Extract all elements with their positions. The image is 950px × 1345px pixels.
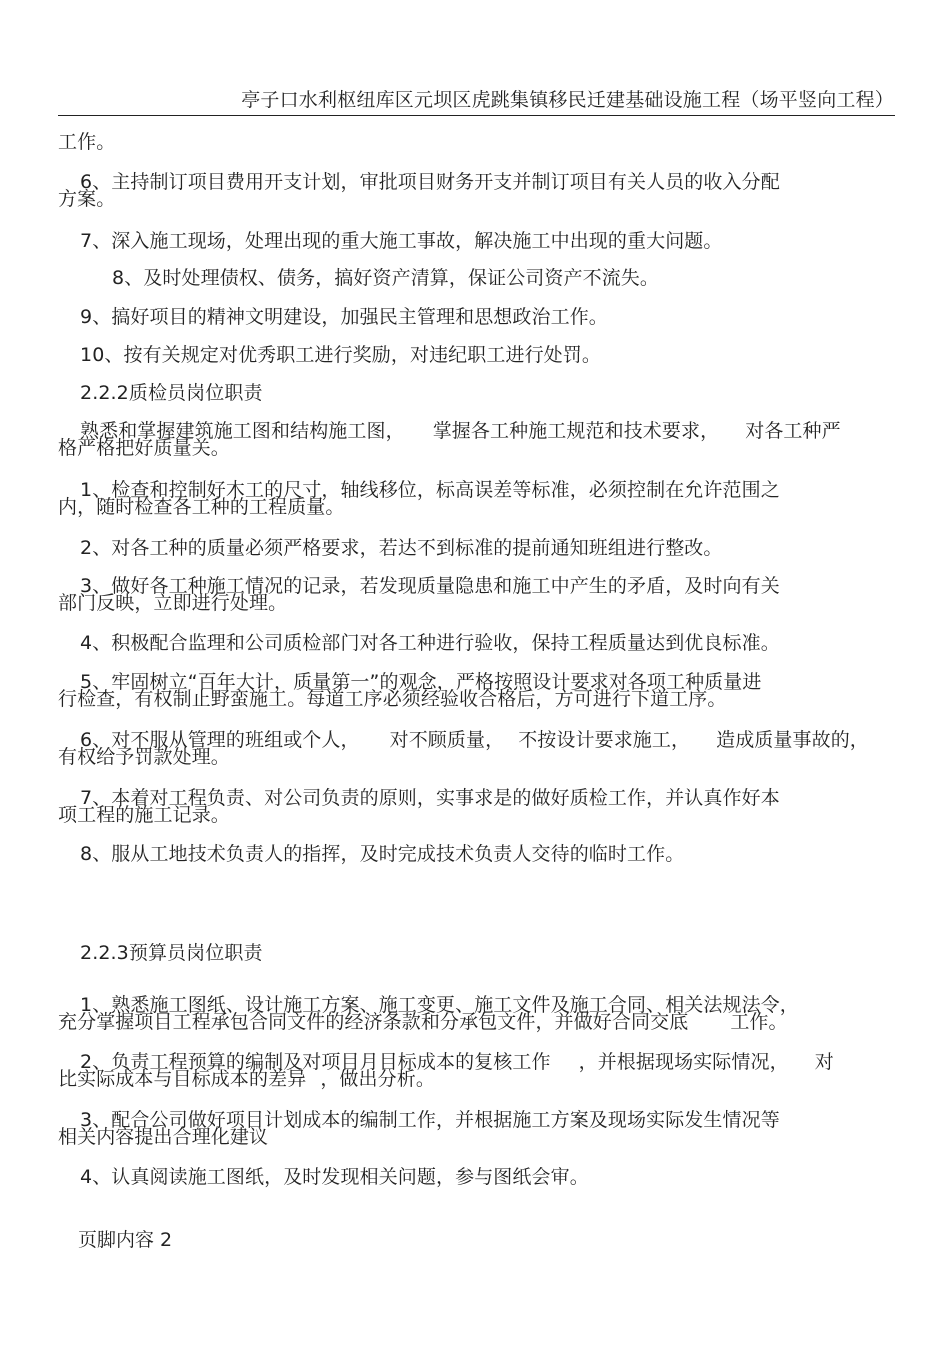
qc-intro-part3: 对各工种严 <box>745 420 841 442</box>
qc-item-4: 4、积极配合监理和公司质检部门对各工种进行验收，保持工程质量达到优良标准。 <box>80 632 780 654</box>
budget-item-3-line1: 3、配合公司做好项目计划成本的编制工作，并根据施工方案及现场实际发生情况等 <box>80 1109 780 1131</box>
page-footer: 页脚内容 2 <box>78 1229 173 1251</box>
manager-item-6-line1: 6、主持制订项目费用开支计划，审批项目财务开支并制订项目有关人员的收入分配 <box>80 171 780 193</box>
header-rule <box>58 115 895 116</box>
budget-item-1-line2a: 充分掌握项目工程承包合同文件的经济条款和分承包文件，并做好合同交底 <box>58 1011 689 1033</box>
budget-item-3-line2: 相关内容提出合理化建议 <box>58 1126 269 1148</box>
qc-item-7-line1: 7、本着对工程负责、对公司负责的原则，实事求是的做好质检工作，并认真作好本 <box>80 787 780 809</box>
manager-item-6-line2: 方案。 <box>58 188 116 210</box>
budget-item-1-line2b: 工作。 <box>730 1011 788 1033</box>
budget-item-1-line2 <box>58 1011 788 1033</box>
budget-item-2-line2a: 比实际成本与目标成本的差异 <box>58 1068 307 1090</box>
qc-item-6-line2: 有权给予罚款处理。 <box>58 746 230 768</box>
qc-item-5-line1: 5、牢固树立“百年大计，质量第一”的观念，严格按照设计要求对各项工种质量进 <box>80 671 762 693</box>
qc-section-heading: 2.2.2质检员岗位职责 <box>80 382 263 404</box>
qc-item-7-line2: 项工程的施工记录。 <box>58 804 230 826</box>
budget-item-2-part3: 对 <box>814 1051 834 1073</box>
qc-item-6-part4: 造成质量事故的， <box>716 729 869 751</box>
manager-item-10: 10、按有关规定对优秀职工进行奖励，对违纪职工进行处罚。 <box>80 344 601 366</box>
qc-item-2: 2、对各工种的质量必须严格要求，若达不到标准的提前通知班组进行整改。 <box>80 537 723 559</box>
qc-item-1-line1: 1、检查和控制好木工的尺寸，轴线移位，标高误差等标准，必须控制在允许范围之 <box>80 479 780 501</box>
qc-intro-part2: 掌握各工种施工规范和技术要求， <box>432 420 720 442</box>
manager-item-8: 8、及时处理债权、债务，搞好资产清算，保证公司资产不流失。 <box>112 267 659 289</box>
continuation-text: 工作。 <box>58 131 116 153</box>
qc-intro-line2: 格严格把好质量关。 <box>58 437 230 459</box>
qc-item-6-part1: 6、对不服从管理的班组或个人， <box>80 729 360 751</box>
qc-item-3-line2: 部门反映，立即进行处理。 <box>58 592 288 614</box>
manager-item-7: 7、深入施工现场，处理出现的重大施工事故，解决施工中出现的重大问题。 <box>80 230 723 252</box>
budget-section-heading: 2.2.3预算员岗位职责 <box>80 942 263 964</box>
budget-item-2-part2: ，并根据现场实际情况， <box>578 1051 789 1073</box>
page-header-title: 亭子口水利枢纽库区元坝区虎跳集镇移民迁建基础设施工程（场平竖向工程） <box>241 89 894 111</box>
qc-item-1-line2: 内，随时检查各工种的工程质量。 <box>58 496 345 518</box>
budget-item-4: 4、认真阅读施工图纸，及时发现相关问题，参与图纸会审。 <box>80 1166 589 1188</box>
manager-item-9: 9、搞好项目的精神文明建设，加强民主管理和思想政治工作。 <box>80 306 608 328</box>
qc-item-6-part2: 对不顾质量， <box>389 729 505 751</box>
qc-item-6-part3: 不按设计要求施工， <box>518 729 691 751</box>
budget-item-2-line2 <box>58 1068 435 1090</box>
qc-intro-part1: 熟悉和掌握建筑施工图和结构施工图， <box>80 420 405 442</box>
budget-item-2-part1: 2、负责工程预算的编制及对项目月目标成本的复核工作 <box>80 1051 551 1073</box>
budget-item-1-line1: 1、熟悉施工图纸、设计施工方案、施工变更、施工文件及施工合同、相关法规法令， <box>80 994 799 1016</box>
qc-item-5-line2: 行检查，有权制止野蛮施工。每道工序必须经验收合格后，方可进行下道工序。 <box>58 688 727 710</box>
qc-item-8: 8、服从工地技术负责人的指挥，及时完成技术负责人交待的临时工作。 <box>80 843 685 865</box>
qc-item-3-line1: 3、做好各工种施工情况的记录，若发现质量隐患和施工中产生的矛盾，及时向有关 <box>80 575 780 597</box>
budget-item-2-line2b: ，做出分析。 <box>320 1068 435 1090</box>
